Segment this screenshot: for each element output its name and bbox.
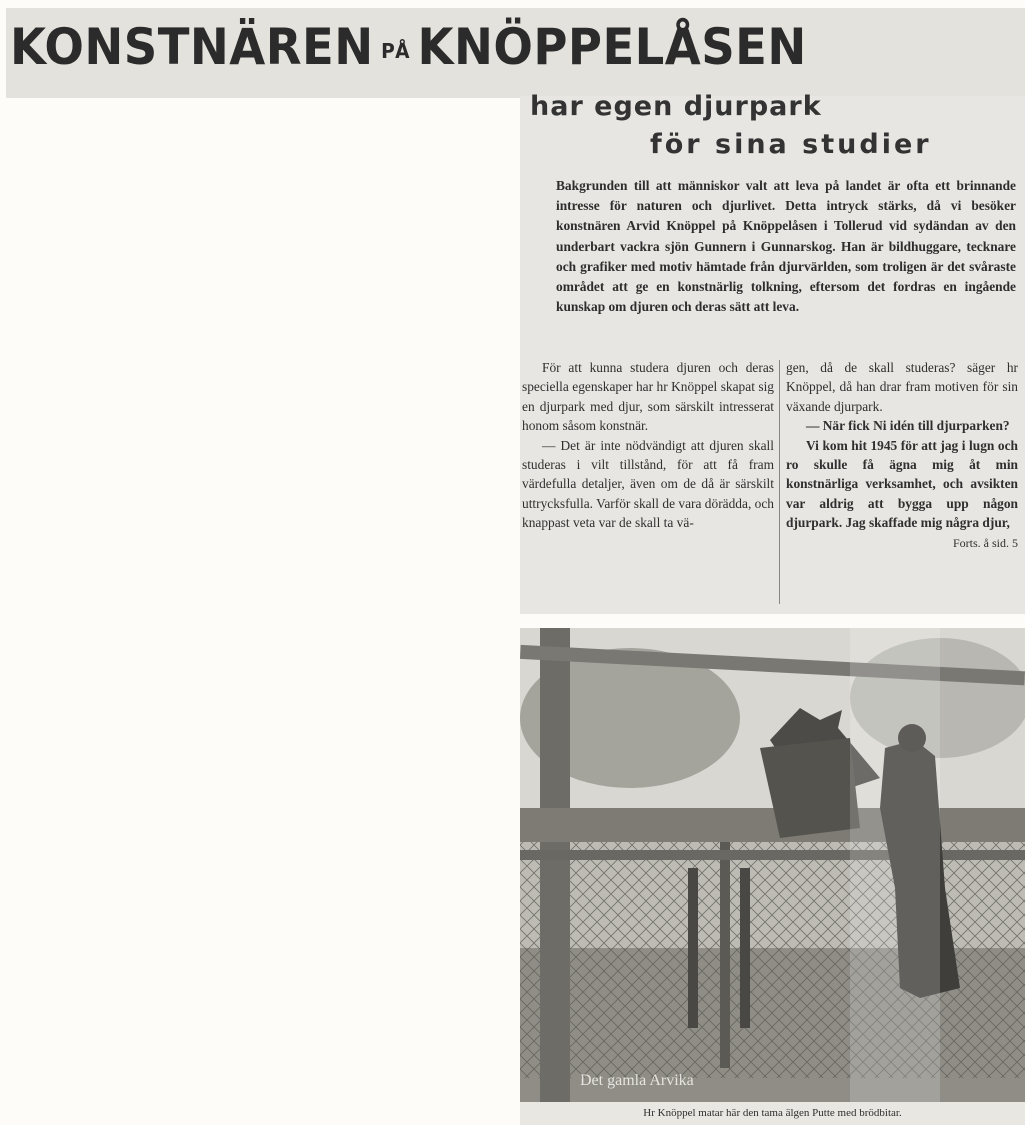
fence-post bbox=[720, 808, 730, 1068]
photo-clipping bbox=[520, 628, 1025, 1125]
headline bbox=[10, 18, 807, 76]
photo-moose-feeding bbox=[520, 628, 1025, 1102]
subheadline-line2: för sina studier bbox=[650, 129, 932, 160]
left-column-paragraph: För att kunna studera djuren och deras speciella egenskaper har hr Knöppel skapat sig en djurpark med djur, som särskilt intresserat honom såsom konstnär. bbox=[522, 360, 774, 434]
wooden-rail bbox=[520, 850, 1025, 860]
headline-part1: KONSTNÄREN bbox=[10, 18, 374, 76]
wooden-rail bbox=[520, 808, 1025, 842]
left-column bbox=[522, 358, 774, 533]
subheadline-line1: har egen djurpark bbox=[530, 91, 822, 122]
continued-note: Forts. å sid. 5 bbox=[952, 535, 1018, 550]
subheadline bbox=[530, 88, 932, 164]
photo-caption: Hr Knöppel matar här den tama älgen Putte med brödbitar. bbox=[520, 1102, 1025, 1125]
watermark: Det gamla Arvika bbox=[580, 1072, 694, 1089]
fence-post bbox=[540, 628, 570, 1102]
left-column-paragraph: — Det är inte nödvändigt att djuren skall studeras i vilt tillstånd, för att få fram värdefulla detaljer, även om de då är särskilt uttrycksfulla. Varför skall de vara dörädda, och knappast veta var de skall ta vä- bbox=[522, 437, 774, 531]
article-clipping bbox=[520, 91, 1025, 614]
glare bbox=[850, 628, 940, 1102]
question-paragraph: — När fick Ni idén till djurparken? bbox=[806, 418, 1010, 434]
headline-small-word: PÅ bbox=[381, 38, 411, 63]
right-column bbox=[786, 358, 1018, 553]
answer-paragraph: Vi kom hit 1945 för att jag i lugn och ro skulle få ägna mig åt min konstnärliga verksamhet, och avsikten var aldrig att bygga upp någon djurpark. Jag skaffade mig några djur, bbox=[786, 437, 1018, 531]
headline-part2: KNÖPPELÅSEN bbox=[417, 18, 807, 76]
lead-paragraph: Bakgrunden till att människor valt att leva på landet är ofta ett brinnande intresse för naturen och djurlivet. Detta intryck stärks, då vi besöker konstnären Arvid Knöppel på Knöppelåsen i Tollerud vid sydändan av den underbart vackra sjön Gunnern i Gunnarskog. Han är bildhuggare, tecknare och grafiker med motiv hämtade från djurvärlden, som troligen är det svåraste området att ge en konstnärlig tolkning, eftersom det fordras en ingående kunskap om djuren och deras sätt att leva. bbox=[556, 178, 1016, 315]
right-column-paragraph: gen, då de skall studeras? säger hr Knöppel, då han drar fram motiven för sin växande djurpark. bbox=[786, 360, 1018, 414]
column-divider bbox=[779, 360, 780, 604]
moose-leg bbox=[688, 868, 698, 1028]
moose-leg bbox=[740, 868, 750, 1028]
headline-clipping bbox=[6, 8, 1025, 98]
